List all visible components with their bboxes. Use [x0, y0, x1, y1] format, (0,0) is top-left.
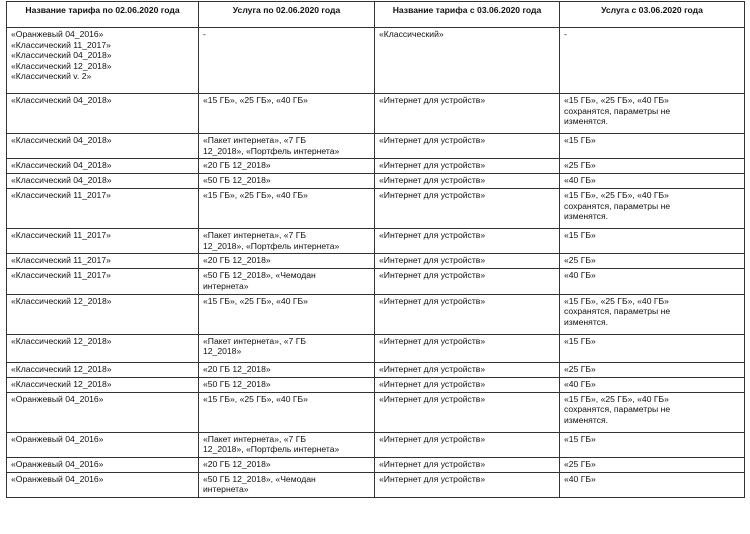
new-tariff-cell [375, 377, 560, 392]
new-service-cell [560, 189, 745, 229]
cell-line: «15 ГБ», «25 ГБ», «40 ГБ» [203, 95, 308, 105]
cell-line: «Оранжевый 04_2016» [11, 29, 104, 39]
cell-line: «Интернет для устройств» [379, 190, 486, 201]
old-service-cell [199, 229, 375, 254]
cell-line: «Оранжевый 04_2016» [11, 433, 104, 444]
old-service-cell [199, 189, 375, 229]
cell-line: «20 ГБ 12_2018» [203, 160, 271, 171]
new-service-cell [560, 377, 745, 392]
cell-line: «Оранжевый 04_2016» [11, 473, 104, 484]
cell-line: - [203, 29, 206, 39]
old-tariff-cell [7, 334, 199, 362]
cell-line: «Классический 11_2017» [11, 39, 111, 50]
cell-line: сохранятся, параметры не [564, 200, 671, 211]
old-service-cell [199, 294, 375, 334]
old-tariff-cell [7, 189, 199, 229]
cell-line: «Интернет для устройств» [379, 270, 486, 281]
cell-line: изменятся. [564, 316, 609, 327]
old-service-cell [199, 457, 375, 472]
cell-line: «Пакет интернета», «7 ГБ [203, 135, 307, 145]
old-tariff-cell [7, 294, 199, 334]
cell-line: «Классический 11_2017» [11, 230, 111, 241]
header-old-service: Услуга по 02.06.2020 года [199, 2, 375, 28]
cell-line: «Пакет интернета», «7 ГБ [203, 230, 307, 241]
cell-line: «15 ГБ», «25 ГБ», «40 ГБ» [564, 190, 669, 201]
cell-line: «15 ГБ» [564, 230, 596, 241]
cell-line: «20 ГБ 12_2018» [203, 255, 271, 266]
cell-line: «15 ГБ», «25 ГБ», «40 ГБ» [203, 190, 308, 201]
cell-line: «Классический 04_2018» [11, 175, 112, 186]
old-tariff-cell [7, 28, 199, 94]
new-service-cell [560, 134, 745, 159]
cell-line: «Классический v. 2» [11, 71, 92, 82]
cell-line: сохранятся, параметры не [564, 404, 671, 415]
cell-line: «Классический 11_2017» [11, 270, 111, 281]
cell-line: «Классический» [379, 29, 444, 39]
cell-line: изменятся. [564, 116, 609, 127]
old-tariff-cell [7, 94, 199, 134]
new-tariff-cell [375, 159, 560, 174]
new-service-cell [560, 362, 745, 377]
cell-line: «25 ГБ» [564, 363, 596, 374]
table-row [7, 254, 745, 269]
new-tariff-cell [375, 254, 560, 269]
table-row [7, 28, 745, 94]
cell-line: «15 ГБ» [564, 433, 596, 444]
new-service-cell [560, 392, 745, 432]
old-service-cell [199, 377, 375, 392]
old-tariff-cell [7, 392, 199, 432]
tariff-table [6, 1, 745, 498]
cell-line: «Классический 12_2018» [11, 60, 112, 71]
old-service-cell [199, 159, 375, 174]
cell-line: - [564, 29, 567, 39]
old-tariff-cell [7, 269, 199, 294]
cell-line: «Пакет интернета», «7 ГБ [203, 433, 307, 444]
cell-line: «Пакет интернета», «7 ГБ [203, 335, 307, 346]
new-service-cell [560, 174, 745, 189]
table-row [7, 134, 745, 159]
old-tariff-cell [7, 134, 199, 159]
cell-line: «50 ГБ 12_2018» [203, 175, 271, 186]
table-row [7, 472, 745, 497]
cell-line: «Классический 04_2018» [11, 160, 112, 171]
old-service-cell [199, 174, 375, 189]
old-tariff-cell [7, 254, 199, 269]
old-tariff-cell [7, 362, 199, 377]
cell-line: «Классический 12_2018» [11, 335, 112, 346]
old-service-cell [199, 334, 375, 362]
cell-line: «Классический 04_2018» [11, 50, 112, 61]
new-service-cell [560, 28, 745, 94]
cell-line: «20 ГБ 12_2018» [203, 363, 271, 374]
new-service-cell [560, 432, 745, 457]
table-row [7, 229, 745, 254]
old-service-cell [199, 134, 375, 159]
new-tariff-cell [375, 94, 560, 134]
cell-line: «Интернет для устройств» [379, 175, 486, 186]
old-service-cell [199, 432, 375, 457]
cell-line: «15 ГБ» [564, 335, 596, 346]
new-tariff-cell [375, 28, 560, 94]
new-service-cell [560, 94, 745, 134]
cell-line: «Оранжевый 04_2016» [11, 458, 104, 469]
cell-line: «25 ГБ» [564, 458, 596, 469]
old-tariff-cell [7, 159, 199, 174]
cell-line: «25 ГБ» [564, 255, 596, 266]
new-tariff-cell [375, 457, 560, 472]
table-row [7, 334, 745, 362]
new-service-cell [560, 254, 745, 269]
cell-line: сохранятся, параметры не [564, 306, 671, 317]
old-service-cell [199, 254, 375, 269]
cell-line: «Классический 12_2018» [11, 378, 112, 389]
table-row [7, 189, 745, 229]
new-service-cell [560, 269, 745, 294]
cell-line: «50 ГБ 12_2018», «Чемодан [203, 270, 316, 281]
cell-line: 12_2018», «Портфель интернета» [203, 145, 340, 156]
table-body [7, 28, 745, 498]
cell-line: «Классический 04_2018» [11, 95, 112, 105]
cell-line: «15 ГБ», «25 ГБ», «40 ГБ» [203, 393, 308, 404]
new-service-cell [560, 472, 745, 497]
cell-line: «Классический 04_2018» [11, 135, 112, 145]
cell-line: «Интернет для устройств» [379, 393, 486, 404]
new-tariff-cell [375, 134, 560, 159]
table-row [7, 377, 745, 392]
cell-line: интернета» [203, 484, 249, 495]
cell-line: «Интернет для устройств» [379, 95, 486, 105]
table-row [7, 392, 745, 432]
cell-line: изменятся. [564, 414, 609, 425]
old-tariff-cell [7, 472, 199, 497]
new-service-cell [560, 159, 745, 174]
cell-line: «Классический 12_2018» [11, 363, 112, 374]
cell-line: «15 ГБ», «25 ГБ», «40 ГБ» [203, 295, 308, 306]
cell-line: «15 ГБ», «25 ГБ», «40 ГБ» [564, 295, 669, 306]
new-tariff-cell [375, 392, 560, 432]
cell-line: «Интернет для устройств» [379, 433, 486, 444]
cell-line: сохранятся, параметры не [564, 105, 671, 116]
cell-line: «25 ГБ» [564, 160, 596, 171]
old-service-cell [199, 362, 375, 377]
cell-line: «50 ГБ 12_2018» [203, 378, 271, 389]
old-tariff-cell [7, 432, 199, 457]
new-tariff-cell [375, 294, 560, 334]
cell-line: «40 ГБ» [564, 378, 596, 389]
new-tariff-cell [375, 269, 560, 294]
header-old-tariff: Название тарифа по 02.06.2020 года [7, 2, 199, 28]
cell-line: «Интернет для устройств» [379, 473, 486, 484]
new-tariff-cell [375, 362, 560, 377]
table-row [7, 269, 745, 294]
cell-line: изменятся. [564, 211, 609, 222]
cell-line: «Классический 11_2017» [11, 190, 111, 201]
table-row [7, 362, 745, 377]
table-row [7, 294, 745, 334]
cell-line: «20 ГБ 12_2018» [203, 458, 271, 469]
cell-line: «Интернет для устройств» [379, 135, 486, 145]
new-tariff-cell [375, 334, 560, 362]
cell-line: «50 ГБ 12_2018», «Чемодан [203, 473, 316, 484]
cell-line: «Интернет для устройств» [379, 255, 486, 266]
old-tariff-cell [7, 229, 199, 254]
table-row [7, 432, 745, 457]
cell-line: «Интернет для устройств» [379, 160, 486, 171]
cell-line: 12_2018», «Портфель интернета» [203, 444, 340, 455]
new-tariff-cell [375, 189, 560, 229]
new-service-cell [560, 457, 745, 472]
new-tariff-cell [375, 432, 560, 457]
table-row [7, 94, 745, 134]
old-tariff-cell [7, 377, 199, 392]
header-new-service: Услуга с 03.06.2020 года [560, 2, 745, 28]
cell-line: «40 ГБ» [564, 270, 596, 281]
cell-line: интернета» [203, 280, 249, 291]
cell-line: «15 ГБ», «25 ГБ», «40 ГБ» [564, 95, 669, 105]
cell-line: «Классический 12_2018» [11, 295, 112, 306]
header-new-tariff: Название тарифа с 03.06.2020 года [375, 2, 560, 28]
cell-line: «Интернет для устройств» [379, 335, 486, 346]
cell-line: «40 ГБ» [564, 175, 596, 186]
cell-line: «40 ГБ» [564, 473, 596, 484]
cell-line: «Интернет для устройств» [379, 295, 486, 306]
old-service-cell [199, 472, 375, 497]
cell-line: «15 ГБ», «25 ГБ», «40 ГБ» [564, 393, 669, 404]
cell-line: «Интернет для устройств» [379, 230, 486, 241]
cell-line: 12_2018» [203, 346, 242, 357]
old-tariff-cell [7, 457, 199, 472]
new-tariff-cell [375, 229, 560, 254]
new-service-cell [560, 229, 745, 254]
old-service-cell [199, 392, 375, 432]
old-service-cell [199, 94, 375, 134]
new-tariff-cell [375, 174, 560, 189]
cell-line: «Интернет для устройств» [379, 363, 486, 374]
cell-line: «15 ГБ» [564, 135, 596, 145]
old-service-cell [199, 28, 375, 94]
old-service-cell [199, 269, 375, 294]
header-row [7, 2, 745, 28]
cell-line: «Интернет для устройств» [379, 458, 486, 469]
table-row [7, 159, 745, 174]
old-tariff-cell [7, 174, 199, 189]
cell-line: «Интернет для устройств» [379, 378, 486, 389]
table-row [7, 457, 745, 472]
new-service-cell [560, 294, 745, 334]
new-service-cell [560, 334, 745, 362]
new-tariff-cell [375, 472, 560, 497]
cell-line: «Оранжевый 04_2016» [11, 393, 104, 404]
cell-line: «Классический 11_2017» [11, 255, 111, 266]
table-row [7, 174, 745, 189]
cell-line: 12_2018», «Портфель интернета» [203, 240, 340, 251]
